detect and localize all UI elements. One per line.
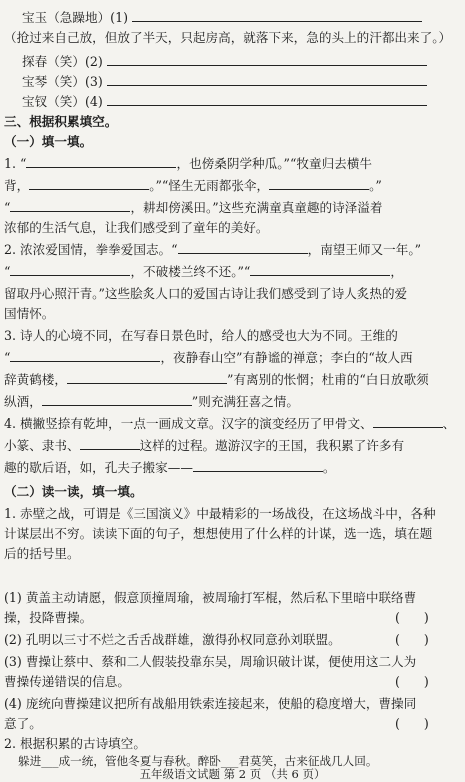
line-baoyu: 宝玉（急躁地）(1) — [22, 8, 465, 27]
answer-paren-2[interactable]: ( ) — [395, 632, 429, 647]
answer-blank-q3a[interactable] — [10, 348, 160, 362]
q2-line-2: “ ，不破楼兰终不还。”“ ， — [4, 264, 403, 279]
answer-blank-q1b[interactable] — [29, 176, 149, 190]
s1-line-1: (1) 黄盖主动请愿，假意顶撞周瑜，被周瑜打军棍，然后私下里暗中联络曹 — [4, 590, 417, 605]
s1-line-2: 操，投降曹操。 — [4, 610, 93, 625]
answer-blank-q3c[interactable] — [42, 392, 192, 406]
q3-line-4: 纵酒， ”则充满狂喜之情。 — [4, 394, 299, 409]
q4-line-2: 小篆、隶书、 这样的过程。遨游汉字的王国，我积累了许多有 — [4, 438, 405, 453]
poem-question-heading: 2. 根据积累的古诗填空。 — [4, 736, 146, 751]
answer-blank-4[interactable] — [107, 92, 427, 106]
line-baoqin: 宝琴（笑）(3) — [22, 72, 465, 91]
answer-paren-4[interactable]: ( ) — [395, 716, 429, 731]
q1-line-2: 背， 。”“怪生无雨都张伞， 。” — [4, 178, 382, 193]
q4-line-1: 4. 横撇竖捺有乾坤，一点一画成文章。汉字的演变经历了甲骨文、 、 — [4, 416, 456, 431]
q1-line-4: 浓郁的生活气息，让我们感受到了童年的美好。 — [4, 220, 269, 235]
r1-line-1: 1. 赤壁之战，可谓是《三国演义》中最精彩的一场战役，在这场战斗中，各种 — [4, 506, 436, 521]
q1-line-1: 1. “ ，也傍桑阴学种瓜。”“牧童归去横牛 — [4, 156, 372, 171]
q4-line-3: 趣的歇后语，如，孔夫子搬家—— 。 — [4, 460, 336, 475]
answer-blank-2[interactable] — [107, 52, 427, 66]
subsection-1-heading: （一）填一填。 — [4, 134, 93, 149]
q1-line-3: “ ，耕却傍溪田。”这些充满童真童趣的诗泽溢着 — [4, 200, 383, 215]
q2-line-3: 留取丹心照汗青。”这些脍炙人口的爱国古诗让我们感受到了诗人炙热的爱 — [4, 286, 408, 301]
answer-blank-q2b[interactable] — [10, 262, 130, 276]
subsection-2-heading: （二）读一读，填一填。 — [4, 484, 143, 499]
answer-blank-q3b[interactable] — [67, 370, 227, 384]
s3-line-2: 曹操传递错误的信息。 — [4, 674, 130, 689]
s2-line-1: (2) 孔明以三寸不烂之舌舌战群雄，激得孙权同意孙刘联盟。 — [4, 632, 341, 647]
answer-blank-q4c[interactable] — [193, 458, 323, 472]
q3-line-2: “ ，夜静春山空”有静谧的禅意；李白的“故人西 — [4, 350, 413, 365]
poem-line-1: 躲进___成一统，管他冬夏与春秋。醉卧___君莫笑，古来征战几人回。 — [18, 754, 378, 768]
answer-blank-q2a[interactable] — [178, 240, 308, 254]
line-tanchun: 探春（笑）(2) — [22, 52, 465, 71]
line-baochai: 宝钗（笑）(4) — [22, 92, 465, 111]
answer-blank-q4b[interactable] — [80, 436, 140, 450]
answer-blank-1[interactable] — [132, 8, 422, 22]
answer-blank-q1d[interactable] — [10, 198, 130, 212]
stage-direction: （抢过来自己放，但放了半天，只起房高，就落下来，急的头上的汗都出来了。） — [4, 30, 452, 45]
answer-paren-1[interactable]: ( ) — [395, 610, 429, 625]
answer-blank-q2c[interactable] — [250, 262, 390, 276]
r1-line-3: 后的括号里。 — [4, 546, 80, 561]
s4-line-1: (4) 庞统向曹操建议把所有战船用铁索连接起来，使船的稳度增大，曹操同 — [4, 696, 417, 711]
q3-line-1: 3. 诗人的心境不同，在写春日景色时，给人的感受也大为不同。王维的 — [4, 328, 398, 343]
answer-blank-3[interactable] — [107, 72, 427, 86]
r1-line-2: 计谋层出不穷。读读下面的句子，想想使用了什么样的计谋，选一选，填在题 — [4, 526, 433, 541]
s4-line-2: 意了。 — [4, 716, 42, 731]
q2-line-1: 2. 浓浓爱国情，拳拳爱国志。“ ，南望王师又一年。” — [4, 242, 422, 257]
answer-paren-3[interactable]: ( ) — [395, 674, 429, 689]
section-3-heading: 三、根据积累填空。 — [4, 114, 118, 129]
q2-line-4: 国情怀。 — [4, 306, 55, 321]
answer-blank-q1a[interactable] — [26, 154, 176, 168]
s3-line-1: (3) 曹操让蔡中、蔡和二人假装投靠东吴，周瑜识破计谋，便使用这二人为 — [4, 654, 417, 669]
answer-blank-q1c[interactable] — [269, 176, 369, 190]
answer-blank-q4a[interactable] — [373, 414, 443, 428]
page-footer: 五年级语文试题 第 2 页 （共 6 页） — [139, 767, 326, 781]
q3-line-3: 辞黄鹤楼， ”有离别的怅惘；杜甫的“白日放歌须 — [4, 372, 429, 387]
